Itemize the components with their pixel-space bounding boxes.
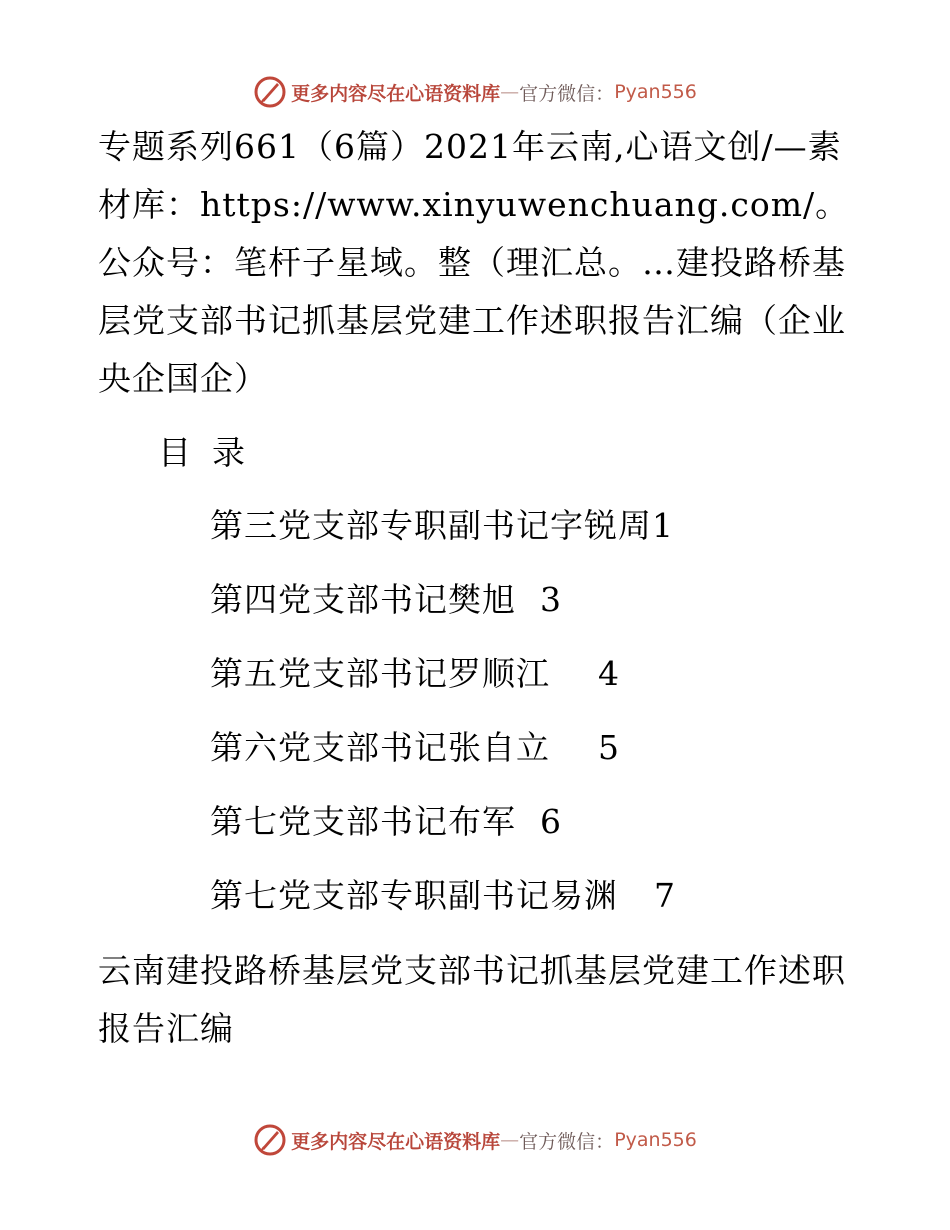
- banner-wechat-label: 官方微信：: [519, 1130, 615, 1153]
- toc-title: [158, 424, 246, 482]
- toc-item-page: 5: [598, 728, 620, 767]
- banner-dash: —: [500, 1129, 520, 1151]
- toc-item-label: 第六党支部书记张自立: [210, 728, 550, 767]
- toc-item-label: 第三党支部专职副书记字锐周: [210, 506, 652, 545]
- toc-item[interactable]: [210, 645, 620, 703]
- banner-wechat-label: 官方微信：: [519, 82, 615, 105]
- toc-item-label: 第七党支部专职副书记易渊: [210, 876, 618, 915]
- toc-item-page: 3: [540, 580, 562, 619]
- toc-item-page: 6: [540, 802, 562, 841]
- toc-item-label: 第七党支部书记布军: [210, 802, 516, 841]
- toc-item-page: 7: [654, 876, 676, 915]
- toc-item-page: 1: [652, 506, 674, 545]
- footer-banner: [0, 1120, 950, 1160]
- header-banner: [0, 72, 950, 112]
- toc-item-label: 第四党支部书记樊旭: [210, 580, 516, 619]
- toc-item-page: 4: [598, 654, 620, 693]
- banner-wechat-id: Pyan556: [614, 1129, 697, 1151]
- toc-item-label: 第五党支部书记罗顺江: [210, 654, 550, 693]
- intro-paragraph: 专题系列661（6篇）2021年云南,心语文创/—素材库：https://www.xinyuwenchuang.com/。公众号：笔杆子星域。整（理汇总。…建投路桥基层党支部书记抓基层党建工作述职报告汇编（企业央企国企）: [98, 127, 850, 398]
- quill-pen-logo-icon: [253, 1123, 287, 1157]
- banner-wechat-id: Pyan556: [614, 81, 697, 103]
- toc-title-first: 目: [158, 433, 192, 472]
- toc-item[interactable]: [210, 571, 562, 629]
- quill-pen-logo-icon: [253, 75, 287, 109]
- banner-dash: —: [500, 81, 520, 103]
- banner-main-text: 更多内容尽在心语资料库: [291, 82, 501, 105]
- toc-item[interactable]: [210, 793, 562, 851]
- banner-main-text: 更多内容尽在心语资料库: [291, 1130, 501, 1153]
- toc-item[interactable]: [210, 719, 620, 777]
- toc-item[interactable]: [210, 867, 676, 925]
- document-heading: 云南建投路桥基层党支部书记抓基层党建工作述职报告汇编: [98, 951, 846, 1048]
- toc-item[interactable]: [210, 497, 674, 555]
- toc-title-second: 录: [212, 433, 246, 472]
